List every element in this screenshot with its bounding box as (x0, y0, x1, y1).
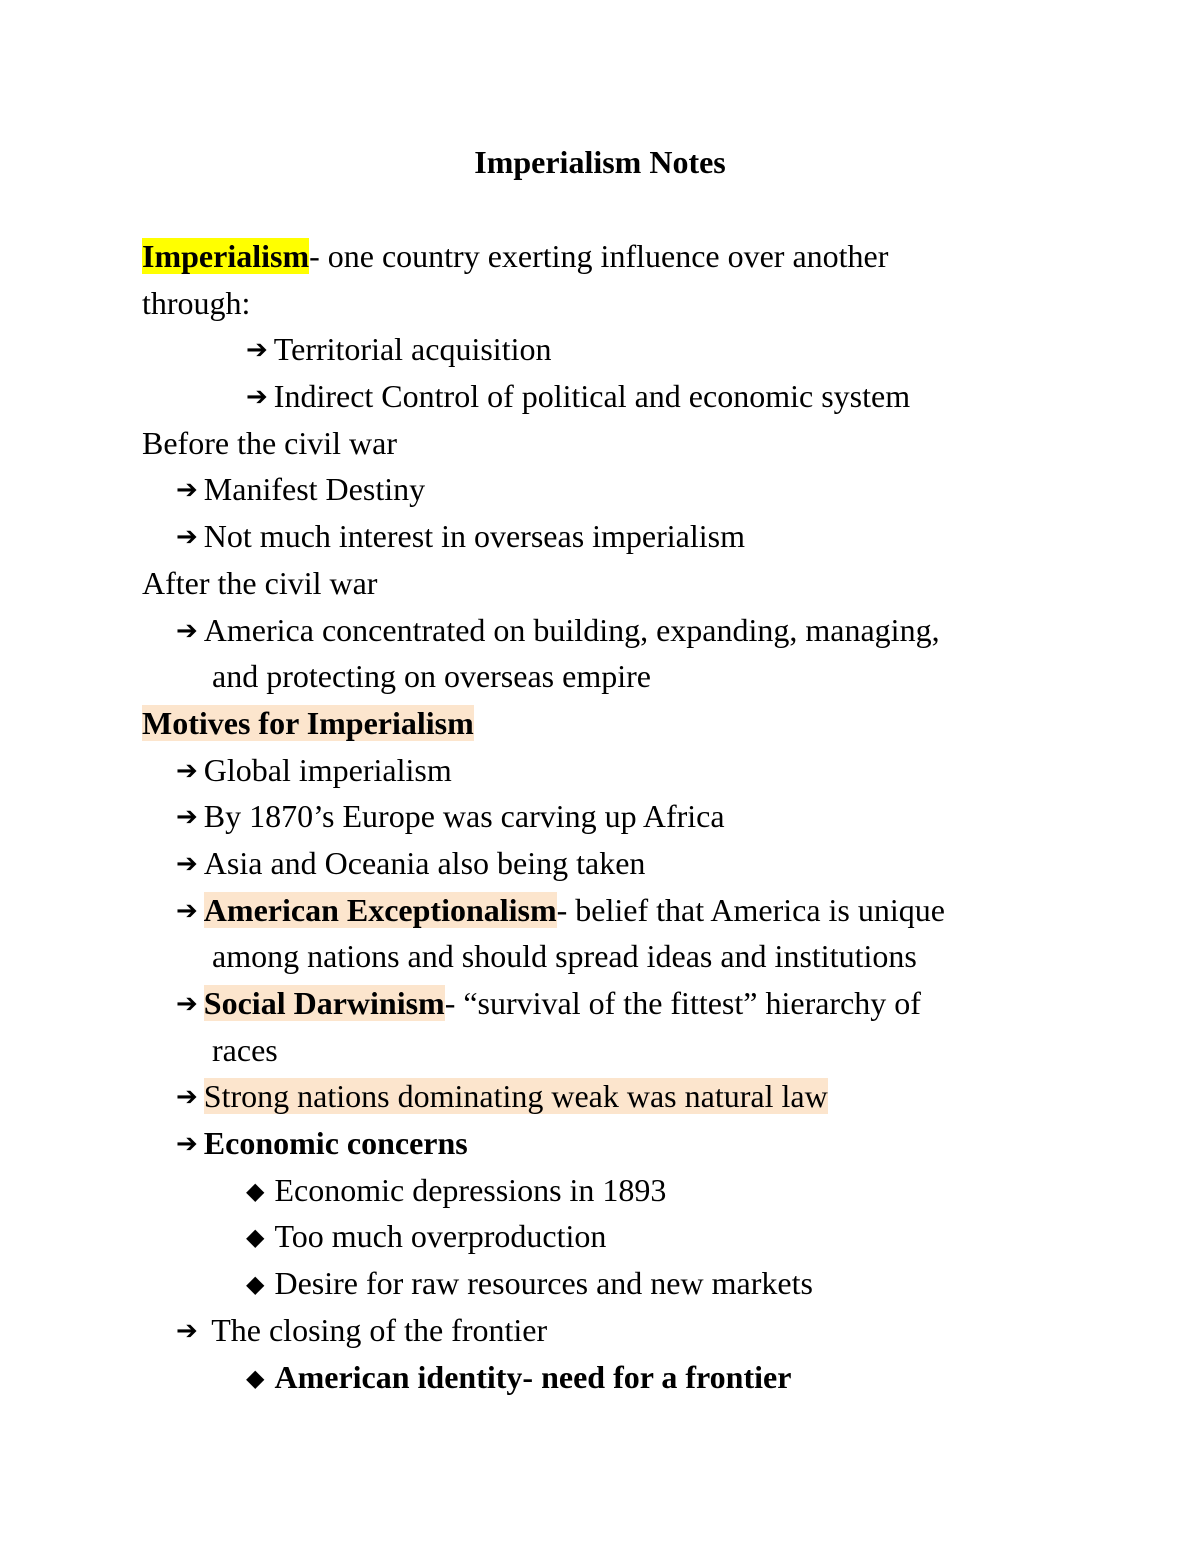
term-social-darwinism: Social Darwinism (203, 985, 445, 1021)
section-heading-after: After the civil war (142, 564, 378, 601)
term-american-exceptionalism: American Exceptionalism (203, 891, 557, 928)
list-item: ➔ Territorial acquisition (142, 326, 1042, 373)
highlighted-statement: Strong nations dominating weak was natural law (203, 1078, 828, 1115)
diamond-icon: ◆ (246, 1223, 265, 1252)
list-item: ➔ Social Darwinism- “survival of the fittest” hierarchy of (142, 980, 1042, 1027)
diamond-icon: ◆ (246, 1270, 265, 1299)
arrow-icon: ➔ (176, 1315, 198, 1346)
imperialism-definition (142, 233, 1042, 280)
list-item: ➔ American Exceptionalism- belief that America is unique (142, 887, 1042, 934)
arrow-icon: ➔ (246, 382, 268, 413)
term-imperialism: Imperialism (142, 238, 310, 274)
list-item: ➔ America concentrated on building, expanding, managing, (142, 607, 1042, 654)
list-item: ➔ Asia and Oceania also being taken (142, 840, 1042, 887)
arrow-icon: ➔ (176, 1129, 198, 1160)
arrow-icon: ➔ (176, 475, 198, 506)
sub-list-item: ◆ American identity- need for a frontier (142, 1354, 1042, 1401)
sub-list-item: ◆ Economic depressions in 1893 (142, 1167, 1042, 1214)
list-item: ➔ Not much interest in overseas imperialism (142, 513, 1042, 560)
list-item (142, 1120, 1042, 1167)
definition-text: - one country exerting influence over another (309, 238, 889, 274)
arrow-icon: ➔ (176, 989, 198, 1019)
section-heading-before: Before the civil war (142, 424, 397, 461)
arrow-icon: ➔ (246, 335, 268, 366)
arrow-icon: ➔ (176, 802, 198, 833)
arrow-icon: ➔ (176, 848, 198, 879)
diamond-icon: ◆ (246, 1363, 265, 1392)
list-item-continuation: among nations and should spread ideas and institutions (212, 938, 917, 975)
diamond-icon: ◆ (246, 1176, 265, 1205)
list-item (142, 1073, 1042, 1120)
arrow-icon: ➔ (176, 522, 198, 553)
definition-continuation: through: (142, 284, 251, 321)
arrow-icon: ➔ (176, 615, 198, 646)
economic-concerns-heading: Economic concerns (203, 1125, 468, 1162)
arrow-icon: ➔ (176, 895, 198, 926)
list-item-continuation: and protecting on overseas empire (212, 658, 651, 695)
list-item: ➔ By 1870’s Europe was carving up Africa (142, 793, 1042, 840)
document-body (142, 233, 1042, 1400)
list-item: ➔ Indirect Control of political and economic system (142, 373, 1042, 420)
arrow-icon: ➔ (176, 1082, 198, 1113)
arrow-icon: ➔ (176, 755, 198, 786)
list-item: ➔ Global imperialism (142, 747, 1042, 794)
section-heading-motives: Motives for Imperialism (142, 704, 474, 741)
list-item: ➔ Manifest Destiny (142, 466, 1042, 513)
page-title: Imperialism Notes (474, 144, 726, 180)
list-item-continuation: races (212, 1031, 278, 1068)
list-item: ➔ The closing of the frontier (142, 1307, 1042, 1354)
sub-list-item: ◆ Desire for raw resources and new markets (142, 1260, 1042, 1307)
sub-list-item: ◆ Too much overproduction (142, 1213, 1042, 1260)
